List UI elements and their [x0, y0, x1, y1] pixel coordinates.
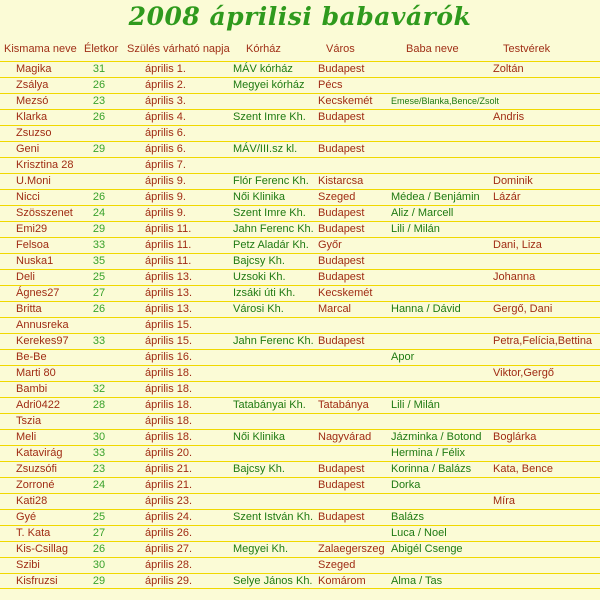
baby-name-cell: Lili / Milán: [391, 399, 440, 411]
table-row: [0, 557, 600, 573]
mother-name-cell: Szösszenet: [16, 207, 73, 219]
city-cell: Győr: [318, 239, 342, 251]
age-cell: 29: [92, 223, 106, 235]
siblings-cell: Andris: [493, 111, 525, 123]
table-row: [0, 125, 600, 141]
due-date-cell: április 13.: [145, 303, 193, 315]
siblings-cell: Lázár: [493, 191, 521, 203]
table-row: [0, 189, 600, 205]
hospital-cell: Szent Imre Kh.: [233, 207, 306, 219]
hospital-cell: Tatabányai Kh.: [233, 399, 306, 411]
mother-name-cell: Magika: [16, 63, 52, 75]
due-date-cell: április 11.: [145, 223, 192, 235]
table-row: [0, 461, 600, 477]
age-cell: 31: [92, 63, 106, 75]
city-cell: Budapest: [318, 255, 365, 267]
table-row: [0, 413, 600, 429]
age-cell: 27: [92, 287, 106, 299]
mother-name-cell: Deli: [16, 271, 35, 283]
due-date-cell: április 21.: [145, 463, 193, 475]
age-cell: 26: [92, 111, 106, 123]
due-date-cell: április 18.: [145, 431, 193, 443]
age-cell: 30: [92, 559, 106, 571]
mother-name-cell: Meli: [16, 431, 37, 443]
hospital-cell: Bajcsy Kh.: [233, 255, 285, 267]
table-row: [0, 61, 600, 77]
baby-name-cell: Apor: [391, 351, 415, 363]
table-row: [0, 141, 600, 157]
table-header: [0, 41, 600, 61]
table-row: [0, 93, 600, 109]
age-cell: 29: [92, 575, 106, 587]
due-date-cell: április 11.: [145, 255, 192, 267]
table-row: [0, 269, 600, 285]
mother-name-cell: Zsuzsófi: [16, 463, 57, 475]
city-cell: Szeged: [318, 559, 356, 571]
table-row: [0, 317, 600, 333]
city-cell: Pécs: [318, 79, 343, 91]
due-date-cell: április 1.: [145, 63, 186, 75]
due-date-cell: április 11.: [145, 239, 192, 251]
mother-name-cell: Nicci: [16, 191, 40, 203]
due-date-cell: április 27.: [145, 543, 193, 555]
column-header-due-date: Szülés várható napja: [127, 43, 230, 55]
mother-name-cell: Kis-Csillag: [16, 543, 68, 555]
table-row: [0, 253, 600, 269]
table-row: [0, 237, 600, 253]
age-cell: 33: [92, 447, 106, 459]
due-date-cell: április 9.: [145, 175, 186, 187]
page-title: 2008 áprilisi babavárók: [128, 2, 472, 31]
table-row: [0, 477, 600, 493]
column-header-mother-name: Kismama neve: [4, 43, 77, 55]
age-cell: 24: [92, 479, 106, 491]
hospital-cell: Jahn Ferenc Kh.: [233, 335, 314, 347]
city-cell: Kecskemét: [318, 95, 373, 107]
mother-name-cell: Bambi: [16, 383, 48, 395]
age-cell: 24: [92, 207, 106, 219]
hospital-cell: Petz Aladár Kh.: [233, 239, 309, 251]
mother-name-cell: Ágnes27: [16, 287, 60, 299]
age-cell: 33: [92, 335, 106, 347]
age-cell: 28: [92, 399, 106, 411]
due-date-cell: április 24.: [145, 511, 193, 523]
hospital-cell: Szent Imre Kh.: [233, 111, 306, 123]
mother-name-cell: Geni: [16, 143, 40, 155]
table-row: [0, 429, 600, 445]
baby-name-cell: Aliz / Marcell: [391, 207, 454, 219]
due-date-cell: április 15.: [145, 335, 193, 347]
city-cell: Zalaegerszeg: [318, 543, 385, 555]
table-row: [0, 173, 600, 189]
siblings-cell: Dominik: [493, 175, 533, 187]
due-date-cell: április 9.: [145, 191, 186, 203]
age-cell: 33: [92, 239, 106, 251]
baby-name-cell: Hermina / Félix: [391, 447, 465, 459]
hospital-cell: Női Klinika: [233, 431, 285, 443]
baby-name-cell: Korinna / Balázs: [391, 463, 472, 475]
due-date-cell: április 3.: [145, 95, 186, 107]
due-date-cell: április 13.: [145, 271, 193, 283]
mother-name-cell: Zorroné: [16, 479, 55, 491]
hospital-cell: Selye János Kh.: [233, 575, 313, 587]
siblings-cell: Petra,Felícia,Bettina: [493, 335, 593, 347]
siblings-cell: Boglárka: [493, 431, 537, 443]
baby-name-cell: Balázs: [391, 511, 425, 523]
mother-name-cell: Kerekes97: [16, 335, 69, 347]
baby-name-cell: Luca / Noel: [391, 527, 447, 539]
table-row: [0, 77, 600, 93]
city-cell: Budapest: [318, 143, 365, 155]
hospital-cell: MÁV kórház: [233, 63, 293, 75]
city-cell: Budapest: [318, 223, 365, 235]
column-header-baby-name: Baba neve: [406, 43, 459, 55]
age-cell: 29: [92, 143, 106, 155]
due-date-cell: április 18.: [145, 383, 193, 395]
table-row: [0, 157, 600, 173]
city-cell: Komárom: [318, 575, 366, 587]
city-cell: Nagyvárad: [318, 431, 372, 443]
hospital-cell: Uzsoki Kh.: [233, 271, 286, 283]
city-cell: Tatabánya: [318, 399, 369, 411]
mother-name-cell: U.Moni: [16, 175, 51, 187]
age-cell: 30: [92, 431, 106, 443]
siblings-cell: Viktor,Gergő: [493, 367, 554, 379]
hospital-cell: Izsáki úti Kh.: [233, 287, 296, 299]
table-row: [0, 445, 600, 461]
mother-name-cell: Nuska1: [16, 255, 54, 267]
column-header-hospital: Kórház: [246, 43, 281, 55]
city-cell: Kecskemét: [318, 287, 373, 299]
due-date-cell: április 29.: [145, 575, 193, 587]
due-date-cell: április 13.: [145, 287, 193, 299]
table-row: [0, 381, 600, 397]
siblings-cell: Dani, Liza: [493, 239, 542, 251]
baby-name-cell: Alma / Tas: [391, 575, 443, 587]
table-row: [0, 493, 600, 509]
siblings-cell: Johanna: [493, 271, 536, 283]
table-body: [0, 61, 600, 589]
city-cell: Kistarcsa: [318, 175, 364, 187]
due-date-cell: április 20.: [145, 447, 193, 459]
table-row: [0, 221, 600, 237]
due-date-cell: április 6.: [145, 143, 186, 155]
city-cell: Budapest: [318, 111, 365, 123]
table-row: [0, 109, 600, 125]
hospital-cell: Városi Kh.: [233, 303, 284, 315]
mother-name-cell: Felsoa: [16, 239, 50, 251]
baby-name-cell: Dorka: [391, 479, 421, 491]
age-cell: 32: [92, 383, 106, 395]
city-cell: Marcal: [318, 303, 352, 315]
siblings-cell: Gergő, Dani: [493, 303, 553, 315]
hospital-cell: Megyei Kh.: [233, 543, 289, 555]
mother-name-cell: Kati28: [16, 495, 48, 507]
baby-name-cell: Lili / Milán: [391, 223, 440, 235]
table-row: [0, 541, 600, 557]
due-date-cell: április 18.: [145, 415, 193, 427]
city-cell: Budapest: [318, 511, 365, 523]
table-row: [0, 285, 600, 301]
mother-name-cell: Be-Be: [16, 351, 47, 363]
mother-name-cell: Emi29: [16, 223, 48, 235]
age-cell: 23: [92, 463, 106, 475]
baby-name-cell: Jázminka / Botond: [391, 431, 482, 443]
age-cell: 25: [92, 511, 106, 523]
mother-name-cell: Tszia: [16, 415, 42, 427]
due-date-cell: április 15.: [145, 319, 193, 331]
age-cell: 26: [92, 303, 106, 315]
siblings-cell: Míra: [493, 495, 515, 507]
city-cell: Szeged: [318, 191, 356, 203]
mother-name-cell: Mezsó: [16, 95, 49, 107]
city-cell: Budapest: [318, 463, 365, 475]
mother-name-cell: Annusreka: [16, 319, 69, 331]
mother-name-cell: Klarka: [16, 111, 48, 123]
age-cell: 25: [92, 271, 106, 283]
mother-name-cell: Gyé: [16, 511, 37, 523]
age-cell: 26: [92, 79, 106, 91]
hospital-cell: MÁV/III.sz kl.: [233, 143, 298, 155]
due-date-cell: április 18.: [145, 367, 193, 379]
column-header-siblings: Testvérek: [503, 43, 551, 55]
baby-name-cell: Hanna / Dávid: [391, 303, 461, 315]
due-date-cell: április 6.: [145, 127, 186, 139]
mother-name-cell: Katavirág: [16, 447, 63, 459]
city-cell: Budapest: [318, 479, 365, 491]
mother-name-cell: T. Kata: [16, 527, 51, 539]
hospital-cell: Jahn Ferenc Kh.: [233, 223, 314, 235]
table-row: [0, 365, 600, 381]
siblings-cell: Kata, Bence: [493, 463, 553, 475]
baby-name-cell: Abigél Csenge: [391, 543, 463, 555]
due-date-cell: április 23.: [145, 495, 193, 507]
hospital-cell: Női Klinika: [233, 191, 285, 203]
table-row: [0, 349, 600, 365]
city-cell: Budapest: [318, 335, 365, 347]
due-date-cell: április 4.: [145, 111, 186, 123]
table-row: [0, 301, 600, 317]
mother-name-cell: Marti 80: [16, 367, 56, 379]
mother-name-cell: Zsálya: [16, 79, 49, 91]
table-row: [0, 509, 600, 525]
mother-name-cell: Szibi: [16, 559, 40, 571]
age-cell: 26: [92, 543, 106, 555]
city-cell: Budapest: [318, 207, 365, 219]
mother-name-cell: Zsuzso: [16, 127, 52, 139]
mother-name-cell: Adri0422: [16, 399, 61, 411]
table-row: [0, 573, 600, 589]
due-date-cell: április 21.: [145, 479, 193, 491]
baby-name-cell: Médea / Benjámin: [391, 191, 480, 203]
due-date-cell: április 9.: [145, 207, 186, 219]
table-row: [0, 525, 600, 541]
due-date-cell: április 16.: [145, 351, 193, 363]
due-date-cell: április 18.: [145, 399, 193, 411]
city-cell: Budapest: [318, 271, 365, 283]
table-row: [0, 397, 600, 413]
age-cell: 23: [92, 95, 106, 107]
due-date-cell: április 26.: [145, 527, 193, 539]
due-date-cell: április 28.: [145, 559, 193, 571]
baby-name-cell: Emese/Blanka,Bence/Zsolt: [391, 96, 500, 106]
city-cell: Budapest: [318, 63, 365, 75]
due-date-cell: április 2.: [145, 79, 186, 91]
hospital-cell: Megyei kórház: [233, 79, 305, 91]
age-cell: 26: [92, 191, 106, 203]
column-header-age: Életkor: [84, 43, 119, 55]
siblings-cell: Zoltán: [493, 63, 524, 75]
hospital-cell: Bajcsy Kh.: [233, 463, 285, 475]
age-cell: 27: [92, 527, 106, 539]
age-cell: 35: [92, 255, 106, 267]
due-date-cell: április 7.: [145, 159, 186, 171]
mother-name-cell: Krisztina 28: [16, 159, 74, 171]
hospital-cell: Flór Ferenc Kh.: [233, 175, 309, 187]
table-row: [0, 205, 600, 221]
table-row: [0, 333, 600, 349]
mother-name-cell: Britta: [16, 303, 42, 315]
column-header-city: Város: [326, 43, 355, 55]
hospital-cell: Szent István Kh.: [233, 511, 314, 523]
mother-name-cell: Kisfruzsi: [16, 575, 58, 587]
